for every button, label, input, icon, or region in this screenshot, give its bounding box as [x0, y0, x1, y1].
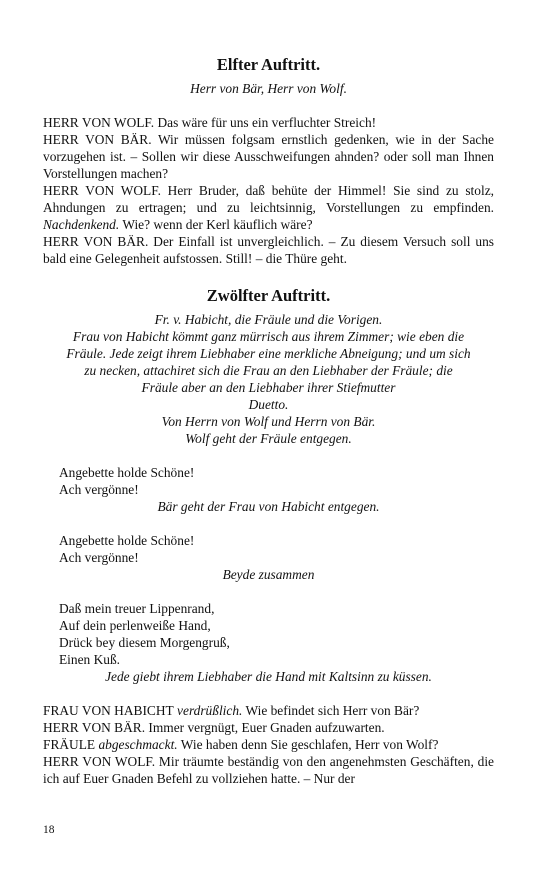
dialogue-line: HERR VON BÄR. Wir müssen folgsam ernstlich gedenken, wie in der Sache vorzugehen ist. – Sollen wir diese Ausschweifungen ahnden? oder soll man Ihnen Vorstellungen machen? [43, 132, 494, 181]
scene-12-characters: Fr. v. Habicht, die Fräule und die Vorigen. [154, 312, 383, 327]
stage-direction: Bär geht der Frau von Habicht entgegen. [157, 499, 380, 514]
verse-line: Ach vergönne! [59, 482, 139, 497]
verse-line: Ach vergönne! [59, 550, 139, 565]
stage-direction: Wolf geht der Fräule entgegen. [185, 431, 352, 446]
dialogue-line: HERR VON WOLF. Mir träumte beständig von den angenehmsten Geschäften, die ich auf Euer Gnaden Befehl zu vollziehen hatte. – Nur der [43, 754, 494, 786]
stage-direction-line: Frau von Habicht kömmt ganz mürrisch aus ihrem Zimmer; wie eben die [72, 329, 465, 344]
scene-11-characters: Herr von Bär, Herr von Wolf. [190, 81, 347, 96]
scene-11-title: Elfter Auftritt. [216, 55, 321, 74]
dialogue-line: HERR VON WOLF. Herr Bruder, daß behüte der Himmel! Sie sind zu stolz, Ahndungen zu ertragen; und zu leichtsinnig, Vorstellungen zu empfinden. Nachdenkend. Wie? wenn der Kerl käuflich wäre? [43, 183, 494, 232]
verse-line: Auf dein perlenweiße Hand, [59, 618, 211, 633]
verse-line: Einen Kuß. [59, 652, 120, 667]
dialogue-line: HERR VON BÄR. Immer vergnügt, Euer Gnaden aufzuwarten. [43, 720, 385, 735]
duetto-heading: Duetto. [248, 397, 289, 412]
stage-direction: Beyde zusammen [222, 567, 315, 582]
verse-line: Angebette holde Schöne! [59, 465, 195, 480]
dialogue-line: HERR VON BÄR. Der Einfall ist unvergleichlich. – Zu diesem Versuch soll uns bald eine Gelegenheit aufstossen. Still! – die Thüre geht. [43, 234, 495, 266]
stage-direction-line: zu necken, attachiret sich die Frau an den Liebhaber der Fräule; die [84, 363, 453, 378]
verse-line: Daß mein treuer Lippenrand, [59, 601, 215, 616]
verse-line: Drück bey diesem Morgengruß, [59, 635, 230, 650]
dialogue-line: FRAU VON HABICHT verdrüßlich. Wie befindet sich Herr von Bär? [43, 703, 420, 718]
stage-direction-line: Fräule aber an den Liebhaber ihrer Stiefmutter [141, 380, 396, 395]
dialogue-line: HERR VON WOLF. Das wäre für uns ein verfluchter Streich! [43, 115, 377, 130]
stage-direction: Jede giebt ihrem Liebhaber die Hand mit Kaltsinn zu küssen. [105, 669, 432, 684]
duetto-performers: Von Herrn von Wolf und Herrn von Bär. [161, 414, 376, 429]
page-number: 18 [43, 824, 55, 836]
scene-12-title: Zwölfter Auftritt. [206, 286, 331, 305]
verse-line: Angebette holde Schöne! [59, 533, 195, 548]
dialogue-line: FRÄULE abgeschmackt. Wie haben denn Sie geschlafen, Herr von Wolf? [43, 737, 439, 752]
stage-direction-line: Fräule. Jede zeigt ihrem Liebhaber eine merkliche Abneigung; und um sich [66, 346, 471, 361]
